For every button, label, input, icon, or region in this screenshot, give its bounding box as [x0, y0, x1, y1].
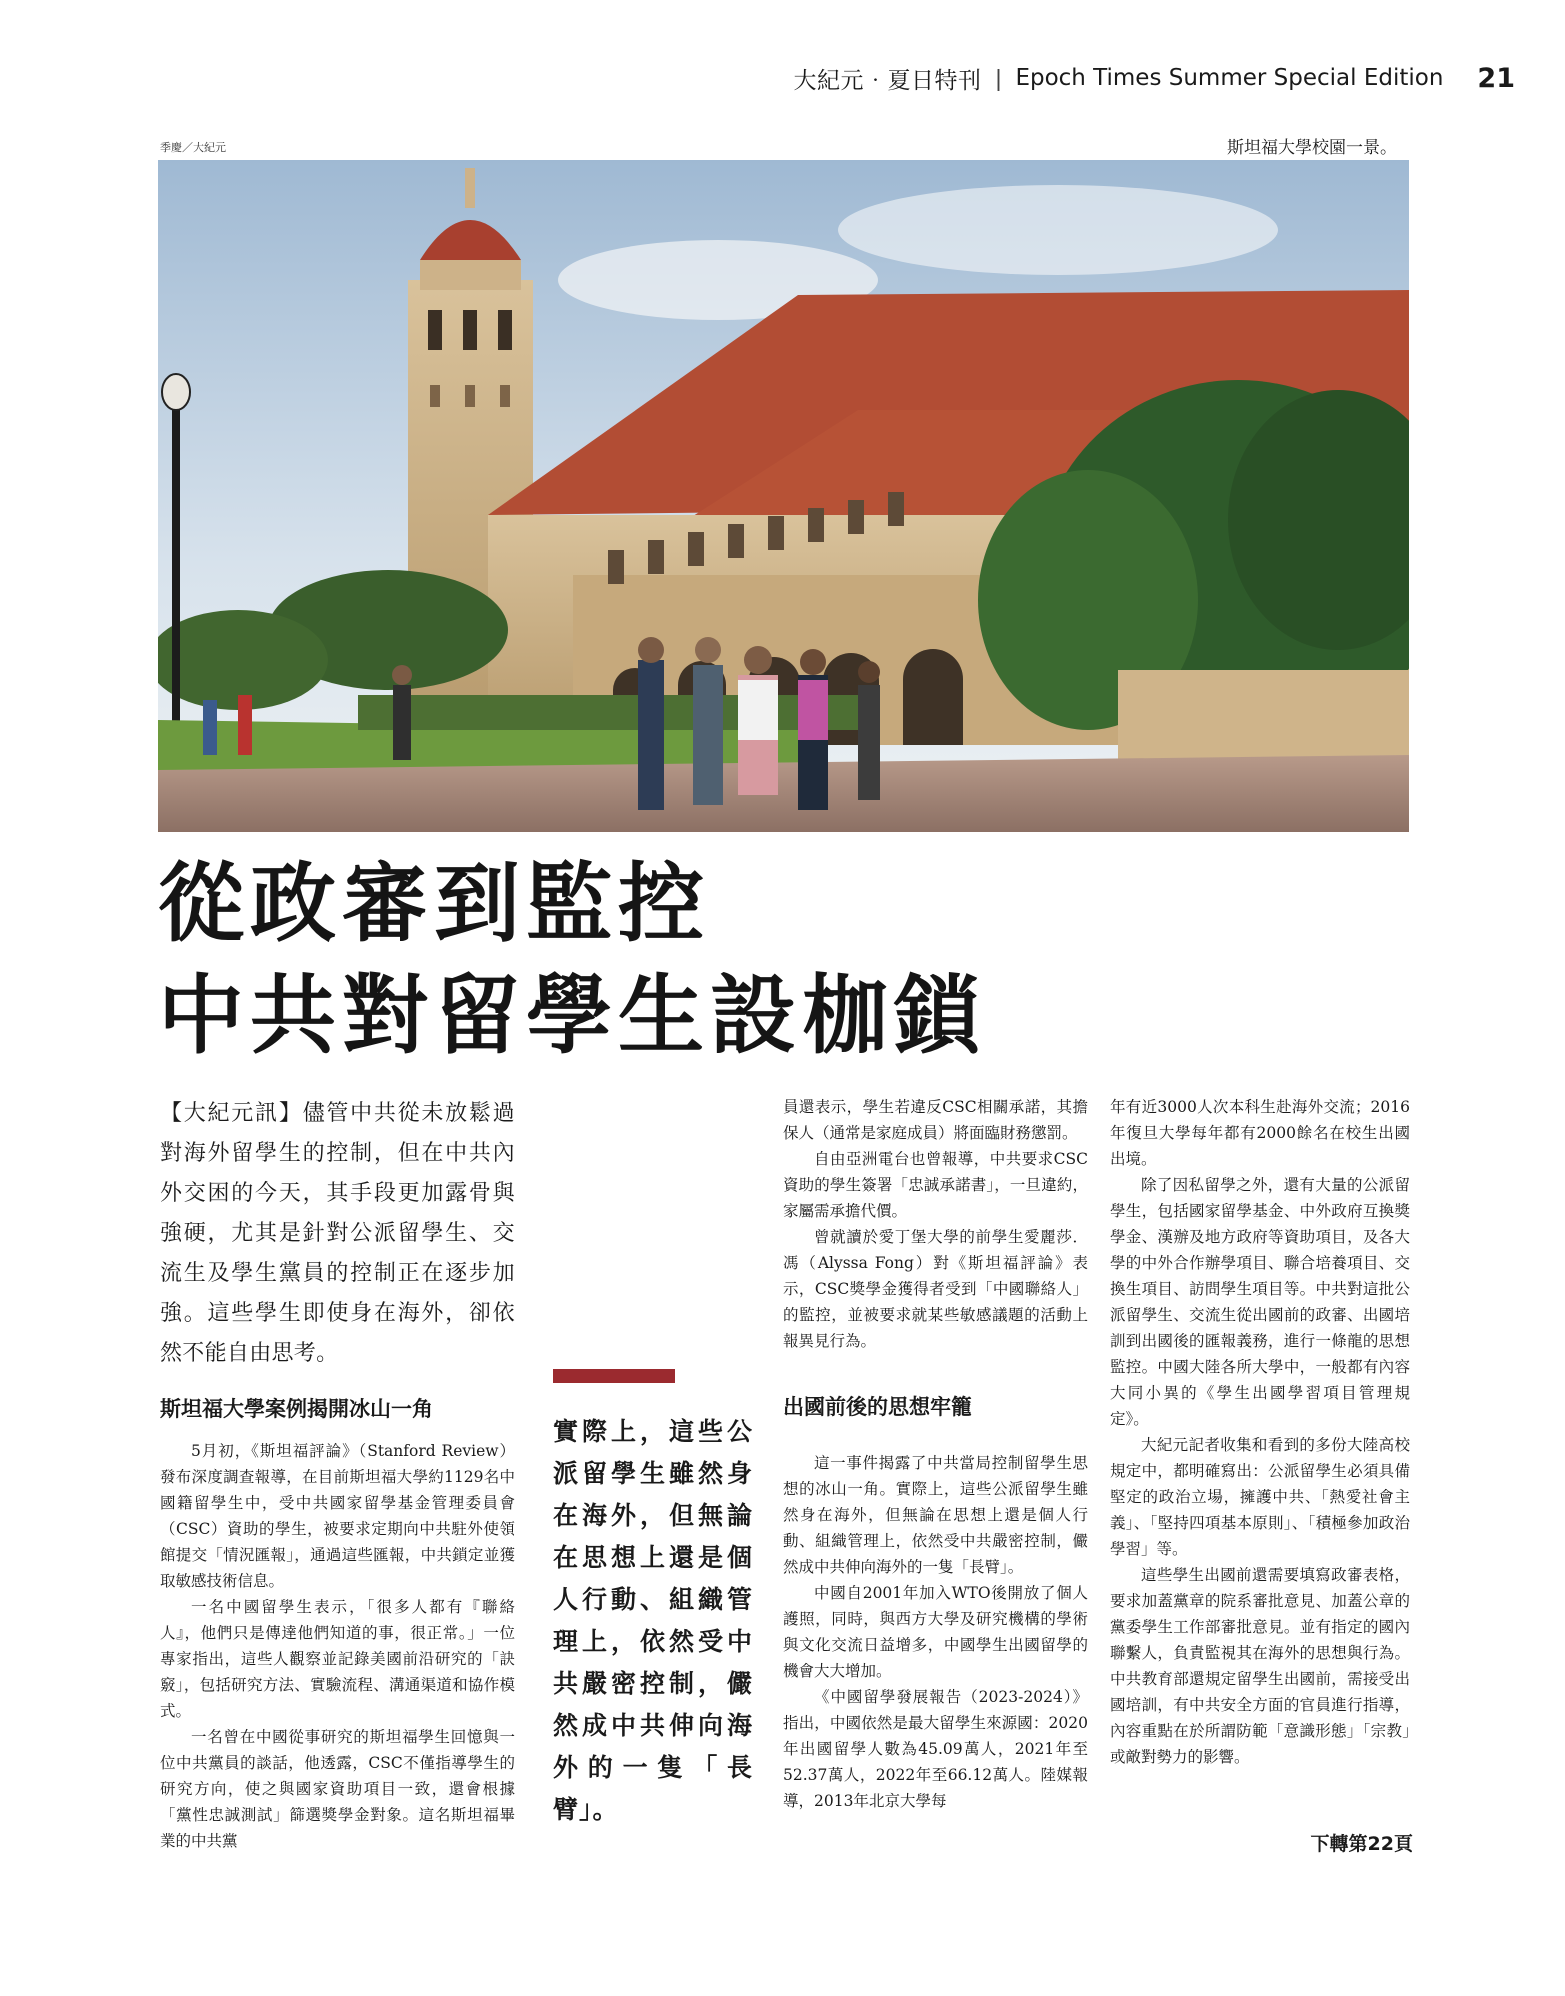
subheading-stanford: 斯坦福大學案例揭開冰山一角 — [160, 1397, 433, 1421]
article-column-1 — [160, 1094, 515, 1854]
article-column-4 — [1110, 1094, 1410, 1770]
campus-illustration — [158, 160, 1409, 832]
paragraph: 曾就讀於愛丁堡大學的前學生愛麗莎．馮（Alyssa Fong）對《斯坦福評論》表示，CSC獎學金獲得者受到「中國聯絡人」的監控，並被要求就某些敏感議題的活動上報異見行為。 — [783, 1228, 1088, 1350]
header-separator: | — [995, 64, 1002, 91]
paragraph: 中國自2001年加入WTO後開放了個人護照，同時，與西方大學及研究機構的學術與文化交流日益增多，中國學生出國留學的機會大大增加。 — [783, 1584, 1088, 1680]
article-column-3 — [783, 1094, 1088, 1814]
pull-quote: 實際上，這些公派留學生雖然身在海外，但無論在思想上還是個人行動、組織管理上，依然受中共嚴密控制，儼然成中共伸向海外的一隻「長臂」。 — [553, 1417, 753, 1824]
headline — [158, 848, 1408, 1072]
paragraph: 這一事件揭露了中共當局控制留學生思想的冰山一角。實際上，這些公派留學生雖然身在海外，但無論在思想上還是個人行動、組織管理上，依然受中共嚴密控制，儼然成中共伸向海外的一隻「長臂」。 — [783, 1454, 1088, 1576]
photo-credit: 季慶／大紀元 — [160, 141, 226, 154]
paragraph: 一名中國留學生表示，「很多人都有『聯絡人』，他們只是傳達他們知道的事，很正常。」一位專家指出，這些人觀察並記錄美國前沿研究的「訣竅」，包括研究方法、實驗流程、溝通渠道和協作模式。 — [160, 1598, 515, 1720]
paragraph: 自由亞洲電台也曾報導，中共要求CSC資助的學生簽署「忠誠承諾書」，一旦違約，家屬需承擔代價。 — [783, 1150, 1088, 1220]
paragraph: 員還表示，學生若違反CSC相關承諾，其擔保人（通常是家庭成員）將面臨財務懲罰。 — [783, 1098, 1088, 1142]
paragraph: 年有近3000人次本科生赴海外交流；2016年復旦大學每年都有2000餘名在校生出國出境。 — [1110, 1098, 1410, 1168]
campus-photo — [158, 160, 1409, 832]
subheading-thought-prison: 出國前後的思想牢籠 — [783, 1395, 972, 1419]
paragraph: 大紀元記者收集和看到的多份大陸高校規定中，都明確寫出：公派留學生必須具備堅定的政治立場，擁護中共、「熱愛社會主義」、「堅持四項基本原則」、「積極參加政治學習」等。 — [1110, 1436, 1410, 1558]
paragraph: 一名曾在中國從事研究的斯坦福學生回憶與一位中共黨員的談話，他透露，CSC不僅指導學生的研究方向，使之與國家資助項目一致，還會根據「黨性忠誠測試」篩選獎學金對象。這名斯坦福畢業的中共黨 — [160, 1728, 515, 1850]
page-header — [793, 58, 1515, 98]
publication-name: 大紀元‧夏日特刊 — [793, 66, 982, 93]
paragraph: 5月初，《斯坦福評論》（Stanford Review）發布深度調查報導，在目前斯坦福大學約1129名中國籍留學生中，受中共國家留學基金管理委員會（CSC）資助的學生，被要求定期向中共駐外使領館提交「情況匯報」，通過這些匯報，中共鎖定並獲取敏感技術信息。 — [160, 1442, 515, 1590]
paragraph: 《中國留學發展報告（2023-2024）》指出，中國依然是最大留學生來源國：2020年出國留學人數為45.09萬人，2021年至52.37萬人，2022年至66.12萬人。陸媒報導，2013年北京大學每 — [783, 1688, 1088, 1810]
pull-quote-column — [553, 1094, 753, 1831]
headline-line-2: 中共對留學生設枷鎖 — [158, 965, 986, 1066]
accent-bar — [553, 1369, 675, 1383]
photo-caption: 斯坦福大學校園一景。 — [1227, 138, 1397, 158]
headline-line-1: 從政審到監控 — [158, 853, 710, 954]
article-lead: 【大紀元訊】儘管中共從未放鬆過對海外留學生的控制，但在中共內外交困的今天，其手段更加露骨與強硬，尤其是針對公派留學生、交流生及學生黨員的控制正在逐步加強。這些學生即使身在海外，卻依然不能自由思考。 — [160, 1101, 515, 1366]
edition-name-english: Epoch Times Summer Special Edition — [1015, 65, 1444, 91]
paragraph: 這些學生出國前還需要填寫政審表格，要求加蓋黨章的院系審批意見、加蓋公章的黨委學生工作部審批意見。並有指定的國內聯繫人，負責監視其在海外的思想與行為。中共教育部還規定留學生出國前，需接受出國培訓，有中共安全方面的官員進行指導，內容重點在於所謂防範「意識形態」「宗教」或敵對勢力的影響。 — [1110, 1566, 1410, 1766]
paragraph: 除了因私留學之外，還有大量的公派留學生，包括國家留學基金、中外政府互換獎學金、漢辦及地方政府等資助項目，及各大學的中外合作辦學項目、聯合培養項目、交換生項目、訪問學生項目等。中共對這批公派留學生、交流生從出國前的政審、出國培訓到出國後的匯報義務，進行一條龍的思想監控。中國大陸各所大學中，一般都有內容大同小異的《學生出國學習項目管理規定》。 — [1110, 1176, 1410, 1428]
continued-on-page[interactable]: 下轉第22頁 — [1310, 1833, 1413, 1855]
page-number: 21 — [1477, 62, 1515, 94]
